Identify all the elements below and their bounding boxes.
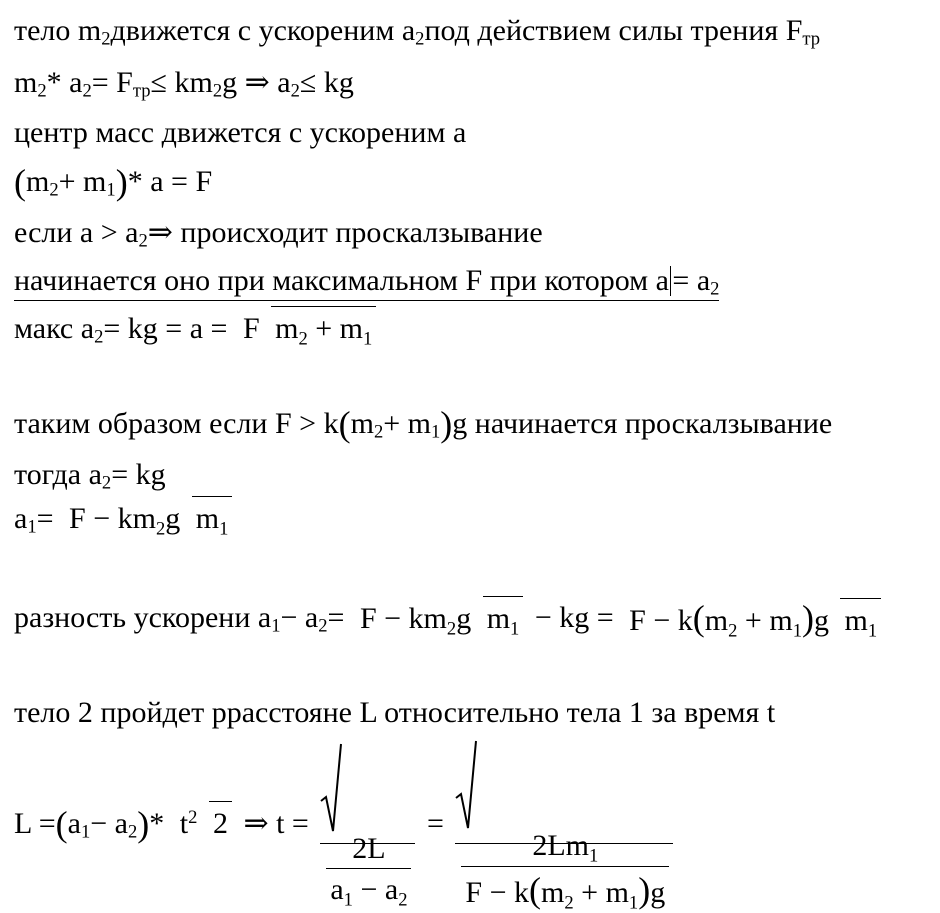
paren-close: ) bbox=[440, 404, 453, 444]
paren-close: ) bbox=[137, 804, 150, 844]
numerator: F bbox=[242, 312, 260, 346]
line-13 bbox=[14, 740, 677, 913]
text: движется с ускореним a bbox=[110, 14, 416, 48]
subscript: 2 bbox=[128, 821, 138, 843]
text: a bbox=[67, 807, 81, 840]
text: t bbox=[179, 807, 189, 841]
line-10 bbox=[14, 502, 236, 540]
text: = kg bbox=[111, 458, 166, 492]
text: − a bbox=[352, 873, 399, 906]
text: + m bbox=[58, 165, 107, 198]
subscript: 1 bbox=[27, 516, 37, 538]
text: тело 2 пройдет ррасстояне L относительно тела 1 за время t bbox=[14, 696, 776, 730]
subscript: 2 bbox=[710, 278, 720, 300]
text: g bbox=[456, 601, 472, 635]
numerator bbox=[176, 807, 202, 844]
fraction bbox=[461, 829, 669, 913]
subscript: 1 bbox=[589, 845, 599, 867]
text: тогда a bbox=[14, 458, 102, 492]
denominator bbox=[192, 496, 233, 540]
text: F − km bbox=[359, 601, 447, 635]
subscript: 1 bbox=[628, 892, 639, 913]
text: под действием силы трения F bbox=[424, 14, 803, 48]
text: a bbox=[330, 873, 344, 906]
text: F − km bbox=[69, 502, 156, 536]
fraction bbox=[176, 808, 232, 840]
denominator bbox=[483, 596, 524, 639]
subscript: 1 bbox=[510, 618, 520, 639]
text: − a bbox=[280, 601, 319, 635]
subscript: 2 bbox=[290, 80, 300, 102]
denominator: 2 bbox=[209, 801, 232, 840]
text: + m bbox=[307, 312, 364, 346]
paren-open: ( bbox=[692, 598, 705, 638]
text: = bbox=[327, 601, 345, 635]
text: g bbox=[165, 502, 181, 536]
text: 2Lm bbox=[532, 829, 589, 862]
paren-close: ) bbox=[801, 598, 814, 638]
subscript: 2 bbox=[318, 615, 328, 637]
text: = bbox=[36, 502, 54, 536]
subscript: 2 bbox=[49, 179, 59, 201]
text: F − k bbox=[629, 604, 693, 637]
square-root bbox=[455, 740, 673, 913]
fraction bbox=[625, 598, 881, 642]
text: g начинается проскалзывание bbox=[452, 407, 833, 440]
text: ⇒ происходит проскалзывание bbox=[147, 216, 543, 250]
denominator bbox=[461, 866, 669, 913]
subscript: 2 bbox=[373, 421, 384, 443]
line-1 bbox=[14, 14, 821, 50]
line-5 bbox=[14, 216, 543, 252]
numerator: 2L bbox=[352, 831, 386, 865]
subscript: 1 bbox=[271, 615, 281, 637]
radical-sign-icon bbox=[320, 743, 342, 833]
text: если a > a bbox=[14, 216, 139, 250]
subscript: 1 bbox=[219, 518, 229, 540]
subscript: 2 bbox=[398, 889, 408, 911]
text: ≤ km bbox=[150, 66, 213, 100]
subscript: 1 bbox=[80, 821, 91, 843]
subscript: 1 bbox=[431, 421, 441, 443]
superscript: 2 bbox=[188, 807, 198, 829]
line-11 bbox=[14, 598, 885, 642]
text: a bbox=[14, 502, 28, 536]
subscript: 2 bbox=[94, 326, 104, 348]
text: = F bbox=[91, 66, 133, 100]
radical-sign-icon bbox=[455, 740, 477, 830]
denominator bbox=[326, 868, 411, 911]
text: L = bbox=[14, 807, 56, 840]
text: = bbox=[426, 807, 444, 840]
text: m bbox=[195, 502, 220, 536]
line-7 bbox=[14, 312, 380, 350]
text: g bbox=[813, 604, 829, 637]
line-12 bbox=[14, 696, 775, 728]
text: − a bbox=[90, 807, 128, 840]
text: m bbox=[350, 407, 374, 440]
subscript: 2 bbox=[138, 230, 148, 252]
subscript: 2 bbox=[156, 518, 166, 540]
subscript: 1 bbox=[363, 328, 373, 350]
text: * a = F bbox=[127, 165, 213, 198]
text: m bbox=[844, 604, 868, 637]
text: m bbox=[486, 601, 511, 635]
subscript: тр bbox=[802, 28, 821, 50]
fraction bbox=[356, 601, 523, 639]
text: начинается оно при максимальном F при котором a bbox=[14, 264, 669, 298]
paren-open: ( bbox=[55, 804, 68, 844]
text: * bbox=[149, 807, 165, 840]
denominator bbox=[271, 306, 376, 350]
fraction bbox=[326, 831, 411, 911]
text: F − k bbox=[465, 875, 530, 909]
text: + m bbox=[737, 604, 793, 637]
text: * a bbox=[46, 66, 83, 100]
text: + m bbox=[573, 875, 629, 909]
line-9 bbox=[14, 458, 166, 494]
paren-close: ) bbox=[115, 162, 128, 202]
text: = kg = a = bbox=[103, 312, 228, 346]
text: g ⇒ a bbox=[222, 66, 291, 100]
line-2 bbox=[14, 66, 354, 102]
subscript: 1 bbox=[106, 179, 116, 201]
subscript: 2 bbox=[101, 472, 112, 494]
numerator bbox=[65, 502, 184, 539]
subscript: 2 bbox=[298, 328, 308, 350]
text: m bbox=[26, 165, 50, 198]
subscript: 2 bbox=[212, 80, 223, 102]
radicand bbox=[455, 829, 673, 913]
numerator bbox=[528, 830, 602, 866]
text: m bbox=[14, 66, 38, 100]
square-root bbox=[320, 743, 415, 911]
line-4 bbox=[14, 164, 212, 200]
fraction bbox=[65, 502, 232, 540]
text: + m bbox=[383, 407, 431, 440]
text: центр масс движется с ускореним a bbox=[14, 116, 467, 150]
subscript: 2 bbox=[82, 80, 92, 102]
text-cursor bbox=[670, 266, 672, 296]
subscript: 1 bbox=[792, 620, 802, 642]
paren-open: ( bbox=[529, 869, 542, 910]
subscript: 2 bbox=[101, 28, 111, 50]
line-3 bbox=[14, 116, 466, 148]
subscript: 2 bbox=[564, 892, 574, 913]
text: m bbox=[275, 312, 299, 346]
line-8 bbox=[14, 406, 832, 442]
text: m bbox=[541, 875, 565, 909]
subscript: 2 bbox=[37, 80, 47, 102]
subscript: 2 bbox=[728, 620, 738, 642]
text: макс a bbox=[14, 312, 95, 346]
text: разность ускорени a bbox=[14, 601, 272, 635]
text: таким образом если F > k bbox=[14, 407, 339, 440]
denominator bbox=[840, 598, 881, 642]
paren-close: ) bbox=[638, 869, 651, 910]
line-6 bbox=[14, 264, 719, 301]
text: ⇒ t = bbox=[243, 807, 309, 840]
text: = a bbox=[672, 264, 711, 298]
text: ≤ kg bbox=[299, 66, 354, 100]
subscript: 1 bbox=[343, 889, 353, 911]
fraction bbox=[239, 312, 376, 350]
subscript: 2 bbox=[415, 28, 425, 50]
paren-open: ( bbox=[14, 162, 26, 202]
subscript: 1 bbox=[867, 620, 878, 642]
text: тело m bbox=[14, 14, 102, 48]
text: g bbox=[650, 875, 666, 909]
subscript: тр bbox=[132, 80, 151, 102]
text: m bbox=[704, 604, 729, 637]
numerator bbox=[356, 602, 475, 639]
radicand bbox=[320, 831, 415, 911]
text: − kg = bbox=[534, 601, 614, 635]
subscript: 2 bbox=[446, 618, 457, 639]
numerator bbox=[625, 598, 833, 642]
paren-open: ( bbox=[338, 404, 351, 444]
